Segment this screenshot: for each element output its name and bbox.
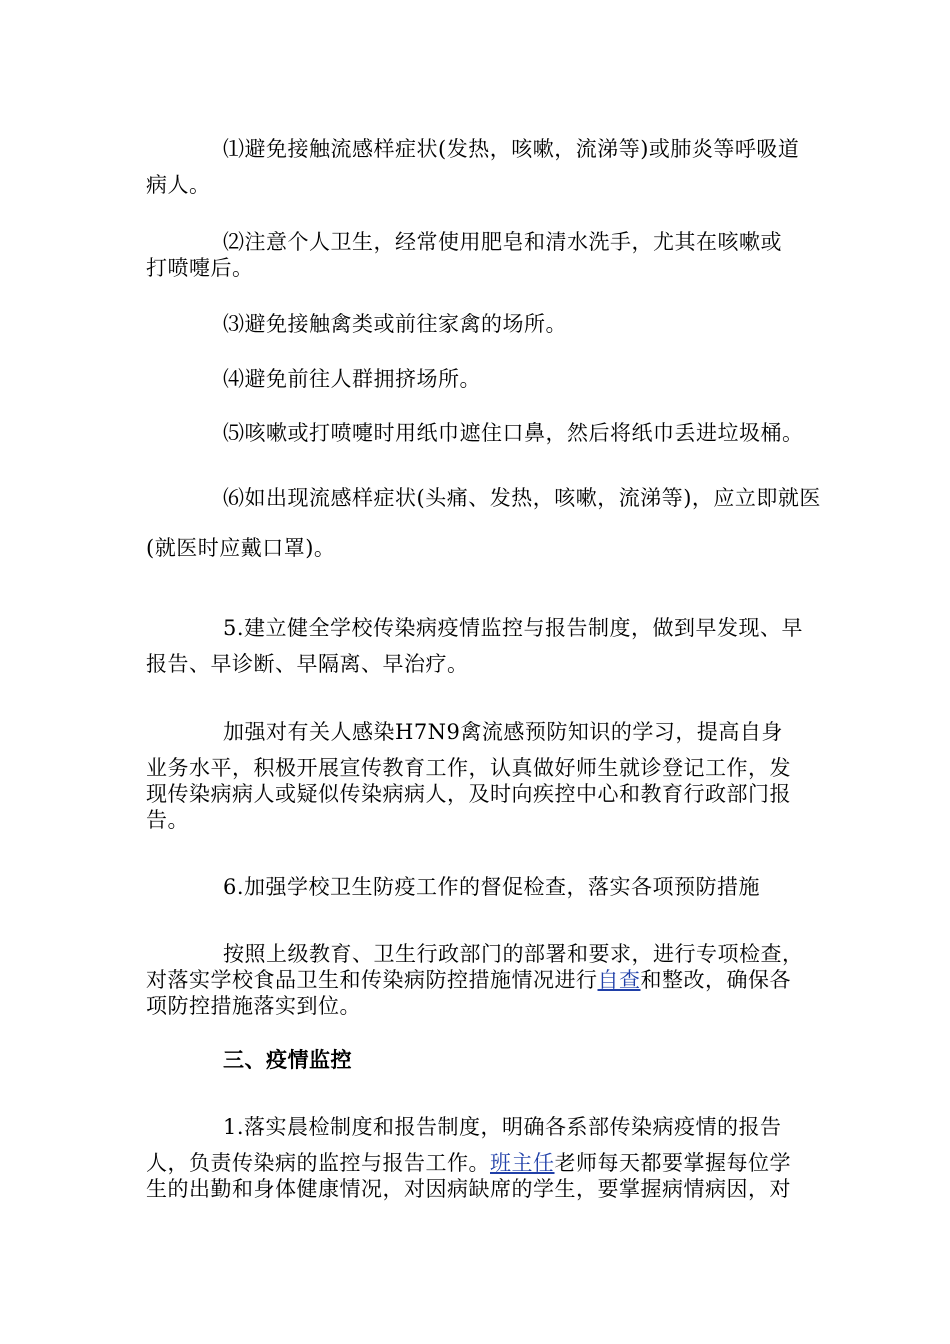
text-line: ⑶避免接触禽类或前往家禽的场所。 [223, 312, 567, 336]
text-line: 业务水平，积极开展宣传教育工作，认真做好师生就诊登记工作，发 [146, 756, 791, 780]
text-line: 6.加强学校卫生防疫工作的督促检查，落实各项预防措施 [223, 875, 761, 899]
self-check-link[interactable]: 自查 [597, 968, 641, 992]
section-5-heading [146, 615, 811, 677]
section-5-body [146, 719, 811, 833]
head-teacher-link[interactable]: 班主任 [490, 1151, 555, 1175]
text-line: ⑸咳嗽或打喷嚏时用纸巾遮住口鼻，然后将纸巾丢进垃圾桶。 [223, 421, 804, 445]
text-segment: 老师每天都要掌握每位学 [554, 1151, 791, 1175]
text-line: 告。 [146, 808, 189, 832]
text-line: 1.落实晨检制度和报告制度，明确各系部传染病疫情的报告 [223, 1115, 782, 1139]
paragraph-item-6 [146, 485, 821, 561]
text-line [146, 967, 811, 993]
text-segment: 和整改，确保各 [640, 968, 791, 992]
text-line: 报告、早诊断、早隔离、早治疗。 [146, 652, 469, 676]
text-line: 5.建立健全学校传染病疫情监控与报告制度，做到早发现、早 [223, 616, 804, 640]
text-segment: 人，负责传染病的监控与报告工作。 [146, 1151, 490, 1175]
paragraph-item-5 [146, 420, 811, 446]
text-line: (就医时应戴口罩)。 [146, 536, 336, 560]
paragraph-item-2 [146, 229, 811, 281]
text-line: ⑵注意个人卫生，经常使用肥皂和清水洗手，尤其在咳嗽或 [223, 230, 782, 254]
text-line: 打喷嚏后。 [146, 256, 254, 280]
paragraph-item-1 [146, 136, 811, 198]
paragraph-item-4 [146, 366, 811, 392]
text-line: 现传染病病人或疑似传染病病人，及时向疾控中心和教育行政部门报 [146, 782, 791, 806]
text-line: ⑴避免接触流感样症状(发热，咳嗽，流涕等)或肺炎等呼吸道 [223, 137, 800, 161]
text-line: ⑹如出现流感样症状(头痛、发热，咳嗽，流涕等)，应立即就医 [223, 486, 821, 510]
text-segment: 对落实学校食品卫生和传染病防控措施情况进行 [146, 968, 598, 992]
text-line: 生的出勤和身体健康情况，对因病缺席的学生，要掌握病情病因，对 [146, 1177, 791, 1201]
text-line: ⑷避免前往人群拥挤场所。 [223, 367, 481, 391]
section-6-body [146, 941, 811, 1019]
paragraph-item-3 [146, 311, 811, 337]
text-line: 项防控措施落实到位。 [146, 994, 361, 1018]
heading-epidemic-monitoring [146, 1047, 811, 1073]
section-3-1 [146, 1114, 811, 1202]
text-line: 病人。 [146, 173, 211, 197]
text-line: 按照上级教育、卫生行政部门的部署和要求，进行专项检查， [223, 942, 804, 966]
section-heading: 三、疫情监控 [223, 1047, 352, 1072]
text-line [146, 1150, 811, 1176]
section-6-heading [146, 874, 811, 900]
text-line: 加强对有关人感染H7N9禽流感预防知识的学习，提高自身 [223, 720, 783, 744]
